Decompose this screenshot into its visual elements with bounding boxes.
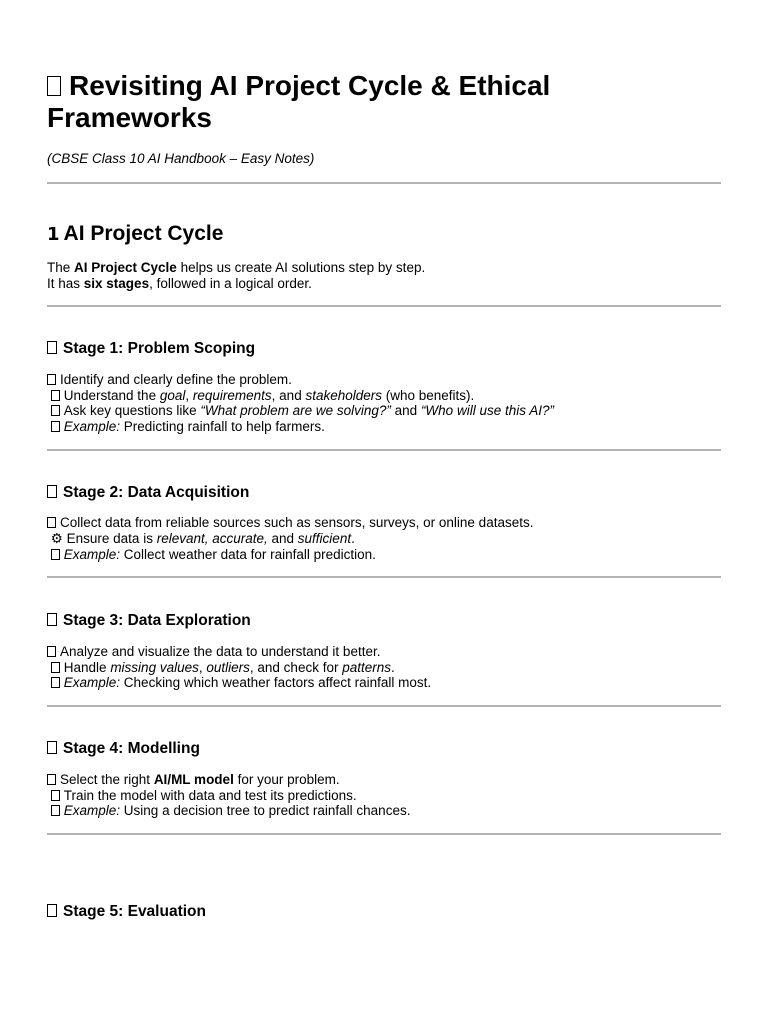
stage-4-heading: Stage 4: Modelling	[47, 740, 200, 758]
stage-3-heading: Stage 3: Data Exploration	[47, 612, 251, 630]
missing-glyph-icon	[51, 805, 60, 816]
stage-1-body	[47, 372, 554, 434]
gear-icon: ⚙	[50, 530, 63, 547]
missing-glyph-icon	[51, 677, 60, 688]
missing-glyph-icon	[51, 405, 60, 416]
stage-5-heading: Stage 5: Evaluation	[47, 903, 206, 921]
divider	[47, 305, 721, 307]
list-item: Analyze and visualize the data to understand it better.	[47, 644, 431, 660]
stage-4-body	[47, 772, 410, 819]
missing-glyph-icon	[47, 741, 57, 754]
title-line-2: Frameworks	[47, 102, 212, 133]
list-item: Example: Collect weather data for rainfall prediction.	[47, 547, 533, 563]
missing-glyph-icon	[51, 790, 60, 801]
divider	[47, 576, 721, 578]
number-one-icon: 1	[47, 224, 60, 245]
missing-glyph-icon	[47, 613, 57, 626]
missing-glyph-icon	[47, 341, 57, 354]
stage-1-heading: Stage 1: Problem Scoping	[47, 340, 255, 358]
list-item: Collect data from reliable sources such as sensors, surveys, or online datasets.	[47, 515, 533, 531]
list-item: Understand the goal, requirements, and stakeholders (who benefits).	[47, 388, 554, 404]
missing-glyph-icon	[47, 374, 56, 385]
divider	[47, 705, 721, 707]
missing-glyph-icon	[47, 76, 61, 96]
missing-glyph-icon	[51, 549, 60, 560]
missing-glyph-icon	[51, 662, 60, 673]
missing-glyph-icon	[51, 390, 60, 401]
title-line-1: Revisiting AI Project Cycle & Ethical	[69, 70, 551, 101]
list-item: Example: Checking which weather factors affect rainfall most.	[47, 675, 431, 691]
stage-2-body	[47, 515, 533, 563]
missing-glyph-icon	[47, 517, 56, 528]
list-item: ⚙ Ensure data is relevant, accurate, and sufficient.	[50, 530, 355, 547]
list-item: Identify and clearly define the problem.	[47, 372, 554, 388]
list-item: Train the model with data and test its predictions.	[47, 788, 410, 804]
divider	[47, 449, 721, 451]
page-subtitle: (CBSE Class 10 AI Handbook – Easy Notes)	[47, 151, 315, 166]
page-title	[47, 70, 707, 134]
list-item: Handle missing values, outliers, and check for patterns.	[47, 660, 431, 676]
divider	[47, 182, 721, 184]
missing-glyph-icon	[47, 904, 57, 917]
missing-glyph-icon	[51, 421, 60, 432]
missing-glyph-icon	[47, 646, 56, 657]
list-item: Example: Using a decision tree to predict rainfall chances.	[47, 803, 410, 819]
divider	[47, 833, 721, 835]
section-intro: The AI Project Cycle helps us create AI solutions step by step. It has six stages, followed in a logical order.	[47, 260, 426, 291]
section-heading-ai-project-cycle: 1 AI Project Cycle	[47, 222, 224, 245]
missing-glyph-icon	[47, 774, 56, 785]
list-item: Example: Predicting rainfall to help farmers.	[47, 419, 554, 435]
stage-3-body	[47, 644, 431, 691]
list-item: Select the right AI/ML model for your problem.	[47, 772, 410, 788]
list-item: Ask key questions like “What problem are we solving?” and “Who will use this AI?”	[47, 403, 554, 419]
missing-glyph-icon	[47, 485, 57, 498]
stage-2-heading: Stage 2: Data Acquisition	[47, 484, 249, 502]
